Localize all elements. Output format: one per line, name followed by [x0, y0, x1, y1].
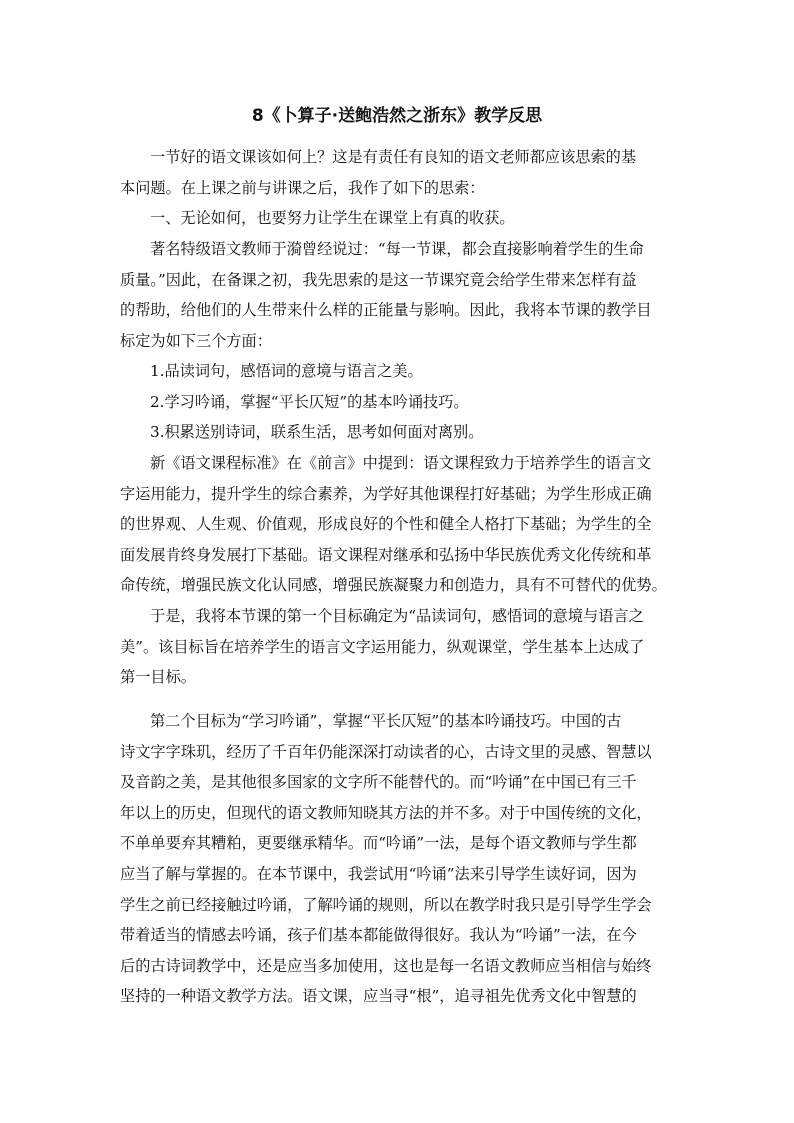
- paragraph-line: 第二个目标为“学习吟诵”，掌握“平长仄短”的基本吟诵技巧。中国的古: [150, 712, 622, 730]
- paragraph-line: 第一目标。: [120, 668, 196, 687]
- paragraph: [120, 203, 674, 234]
- paragraph: [120, 234, 674, 356]
- paragraph: [120, 448, 674, 601]
- paragraph-line: 美”。该目标旨在培养学生的语言文字运用能力，纵观课堂，学生基本上达成了: [120, 637, 645, 656]
- paragraph-line: 著名特级语文教师于漪曾经说过：“每一节课，都会直接影响着学生的生命: [150, 240, 644, 258]
- paragraph-line: 后的古诗词教学中，还是应当多加使用，这也是每一名语文教师应当相信与始终: [120, 956, 652, 975]
- paragraph-line: 标定为如下三个方面：: [120, 331, 272, 350]
- paragraph: [120, 387, 674, 418]
- paragraph: [120, 417, 674, 448]
- paragraph-line: 3.积累送别诗词，联系生活，思考如何面对离别。: [150, 423, 484, 441]
- paragraph-line: 学生之前已经接触过吟诵，了解吟诵的规则，所以在教学时我只是引导学生学会: [120, 895, 652, 914]
- paragraph-line: 新《语文课程标准》在《前言》中提到：语文课程致力于培养学生的语言文: [150, 454, 652, 472]
- paragraph-line: 的帮助，给他们的人生带来什么样的正能量与影响。因此，我将本节课的教学目: [120, 301, 652, 320]
- paragraph-line: 本问题。在上课之前与讲课之后，我作了如下的思索：: [120, 178, 485, 197]
- paragraph-line: 坚持的一种语文教学方法。语文课，应当寻“根”，追寻祖先优秀文化中智慧的: [120, 987, 637, 1006]
- paragraph-line: 不单单要弃其糟粕，更要继承精华。而“吟诵”一法，是每个语文教师与学生都: [120, 834, 637, 853]
- paragraph: [120, 142, 674, 203]
- paragraph: [120, 706, 674, 1012]
- document-title: 8《卜算子·送鲍浩然之浙东》教学反思: [251, 106, 543, 126]
- paragraph-line: 面发展肯终身发展打下基础。语文课程对继承和弘扬中华民族优秀文化传统和革: [120, 545, 652, 564]
- paragraph-line: 命传统，增强民族文化认同感，增强民族凝聚力和创造力，具有不可替代的优势。: [120, 576, 667, 595]
- paragraph-line: 带着适当的情感去吟诵，孩子们基本都能做得很好。我认为“吟诵”一法，在今: [120, 926, 637, 945]
- paragraph-line: 应当了解与掌握的。在本节课中，我尝试用“吟诵”法来引导学生读好词，因为: [120, 864, 637, 883]
- paragraph-line: 质量。”因此，在备课之初，我先思索的是这一节课究竟会给学生带来怎样有益: [120, 270, 637, 289]
- paragraph-line: 一节好的语文课该如何上？这是有责任有良知的语文老师都应该思索的基: [150, 148, 636, 166]
- paragraph-line: 的世界观、人生观、价值观，形成良好的个性和健全人格打下基础；为学生的全: [120, 515, 652, 534]
- paragraph: [120, 601, 674, 693]
- paragraph-line: 字运用能力，提升学生的综合素养，为学好其他课程打好基础；为学生形成正确: [120, 484, 652, 503]
- paragraph-line: 一、无论如何，也要努力让学生在课堂上有真的收获。: [150, 209, 515, 227]
- paragraph: [120, 356, 674, 387]
- paragraph-line: 于是，我将本节课的第一个目标确定为“品读词句，感悟词的意境与语言之: [150, 607, 644, 625]
- paragraph-line: 年以上的历史，但现代的语文教师知晓其方法的并不多。对于中国传统的文化，: [120, 803, 652, 822]
- paragraph-line: 1.品读词句，感悟词的意境与语言之美。: [150, 362, 423, 380]
- paragraph-line: 及音韵之美，是其他很多国家的文字所不能替代的。而“吟诵”在中国已有三千: [120, 773, 637, 792]
- paragraph-line: 2.学习吟诵，掌握“平长仄短”的基本吟诵技巧。: [150, 393, 469, 411]
- paragraph-line: 诗文字字珠玑，经历了千百年仍能深深打动读者的心，古诗文里的灵感、智慧以: [120, 742, 652, 761]
